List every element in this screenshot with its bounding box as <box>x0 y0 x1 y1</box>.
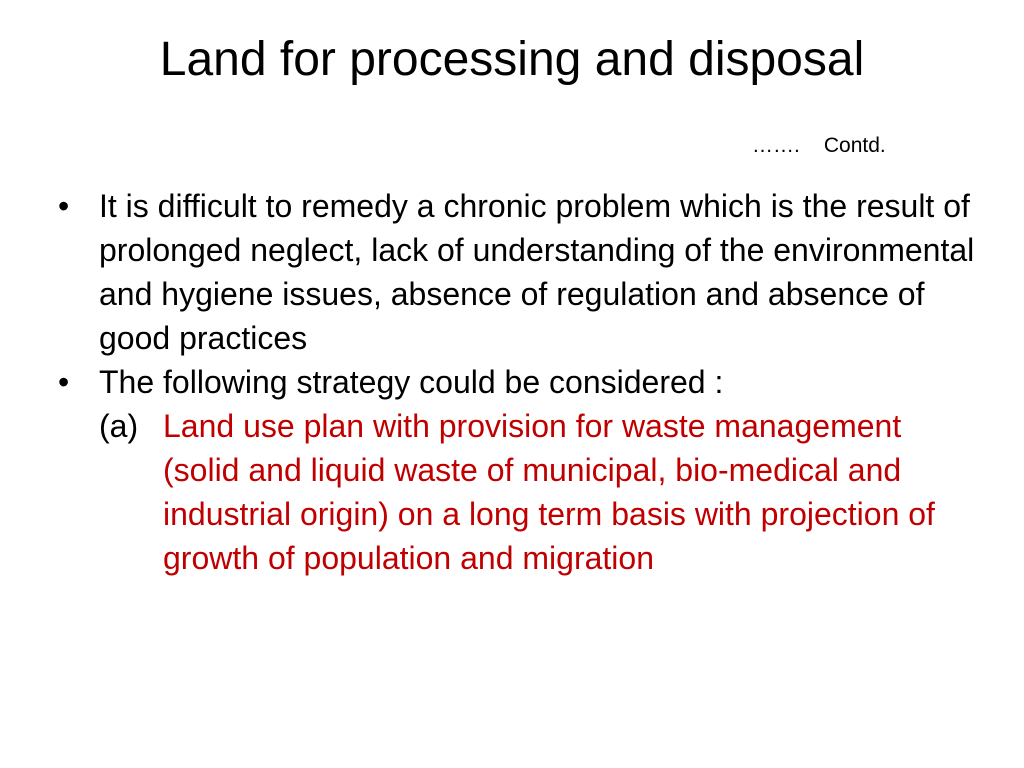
bullet-text: It is difficult to remedy a chronic problem which is the result of prolonged neglect, lack of understanding of the environmental and hygiene issues, absence of regulation and absence of good practices <box>99 188 975 356</box>
continued-text: Contd. <box>823 134 886 157</box>
sub-item-text: Land use plan with provision for waste management (solid and liquid waste of municipal, bio-medical and industrial origin) on a long term basis with projection of growth of population and migration <box>163 408 935 576</box>
slide-title: Land for processing and disposal <box>159 33 865 86</box>
bullet-text: The following strategy could be considered : <box>99 364 724 400</box>
bullet-item <box>58 184 978 360</box>
continued-dots: ……. <box>752 134 800 157</box>
slide-body <box>58 184 978 580</box>
bullet-item <box>58 360 978 404</box>
sub-item-marker: (a) <box>99 408 139 444</box>
bullet-icon: • <box>58 188 70 224</box>
bullet-icon: • <box>58 364 70 400</box>
sub-item <box>99 404 978 580</box>
continued-label <box>752 133 886 159</box>
